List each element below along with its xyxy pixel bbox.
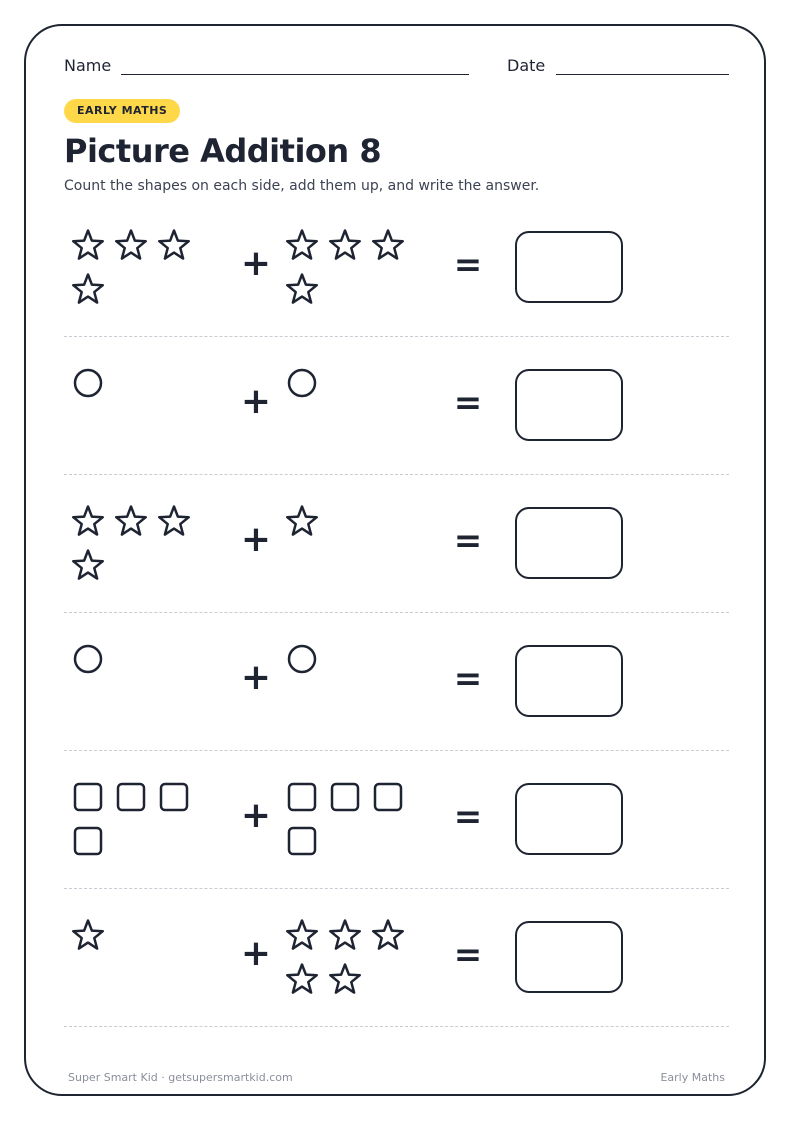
answer-box[interactable] xyxy=(515,507,623,579)
plus-sign: + xyxy=(240,243,272,284)
name-label: Name xyxy=(64,56,112,75)
plus-sign: + xyxy=(240,381,272,422)
star-icon xyxy=(71,548,105,582)
square-icon xyxy=(285,824,319,858)
star-icon xyxy=(114,504,148,538)
star-icon xyxy=(328,228,362,262)
star-icon xyxy=(371,918,405,952)
star-icon xyxy=(157,228,191,262)
star-icon xyxy=(71,228,105,262)
star-icon xyxy=(285,272,319,306)
circle-icon xyxy=(285,366,319,400)
row-divider xyxy=(64,1026,729,1027)
star-icon xyxy=(285,228,319,262)
square-icon xyxy=(71,780,105,814)
plus-sign: + xyxy=(240,657,272,698)
square-icon xyxy=(157,780,191,814)
equals-sign: = xyxy=(453,797,483,837)
equals-sign: = xyxy=(453,935,483,975)
star-icon xyxy=(328,918,362,952)
page-title: Picture Addition 8 xyxy=(64,132,382,170)
star-icon xyxy=(157,504,191,538)
circle-icon xyxy=(71,642,105,676)
row-divider xyxy=(64,888,729,889)
plus-sign: + xyxy=(240,933,272,974)
star-icon xyxy=(285,962,319,996)
star-icon xyxy=(71,272,105,306)
equals-sign: = xyxy=(453,383,483,423)
answer-box[interactable] xyxy=(515,921,623,993)
star-icon xyxy=(114,228,148,262)
square-icon xyxy=(285,780,319,814)
square-icon xyxy=(114,780,148,814)
plus-sign: + xyxy=(240,519,272,560)
row-divider xyxy=(64,474,729,475)
answer-box[interactable] xyxy=(515,645,623,717)
equals-sign: = xyxy=(453,245,483,285)
star-icon xyxy=(371,228,405,262)
row-divider xyxy=(64,612,729,613)
row-divider xyxy=(64,750,729,751)
star-icon xyxy=(285,504,319,538)
star-icon xyxy=(71,504,105,538)
name-field[interactable] xyxy=(121,74,469,75)
star-icon xyxy=(328,962,362,996)
star-icon xyxy=(285,918,319,952)
square-icon xyxy=(328,780,362,814)
equals-sign: = xyxy=(453,521,483,561)
instructions: Count the shapes on each side, add them up, and write the answer. xyxy=(64,178,540,194)
square-icon xyxy=(371,780,405,814)
answer-box[interactable] xyxy=(515,369,623,441)
date-field[interactable] xyxy=(556,74,729,75)
answer-box[interactable] xyxy=(515,231,623,303)
equals-sign: = xyxy=(453,659,483,699)
row-divider xyxy=(64,336,729,337)
square-icon xyxy=(71,824,105,858)
circle-icon xyxy=(71,366,105,400)
plus-sign: + xyxy=(240,795,272,836)
circle-icon xyxy=(285,642,319,676)
date-label: Date xyxy=(507,56,546,75)
footer-right: Early Maths xyxy=(660,1071,725,1084)
star-icon xyxy=(71,918,105,952)
category-badge: EARLY MATHS xyxy=(64,99,180,123)
footer-left: Super Smart Kid · getsupersmartkid.com xyxy=(68,1071,293,1084)
answer-box[interactable] xyxy=(515,783,623,855)
